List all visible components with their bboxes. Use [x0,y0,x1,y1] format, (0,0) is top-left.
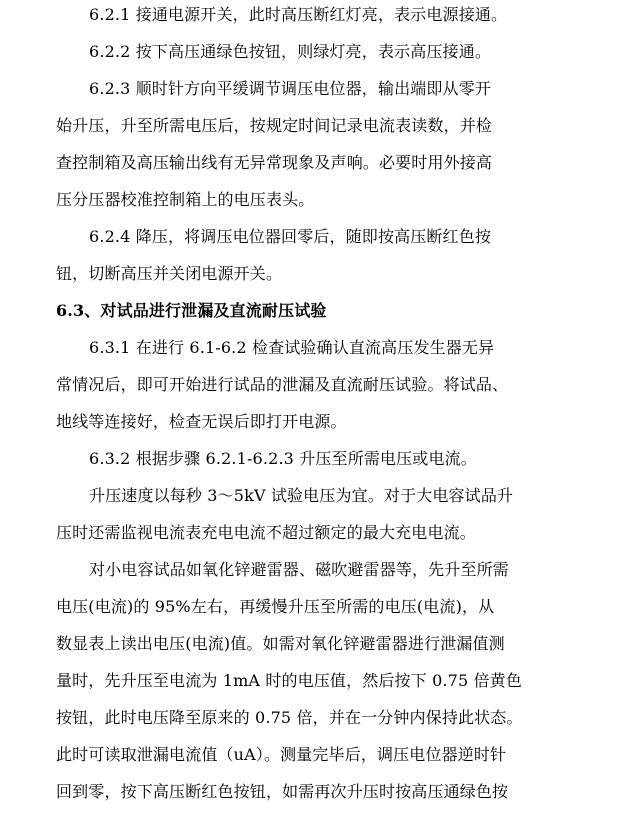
paragraph-line: 始升压，升至所需电压后，按规定时间记录电流表读数，并检 [56,116,493,135]
paragraph-line: 压分压器校准控制箱上的电压表头。 [56,190,315,209]
paragraph-line: 6.3.1 在进行 6.1-6.2 检查试验确认直流高压发生器无异 [89,338,495,357]
paragraph-line: 6.2.2 按下高压通绿色按钮，则绿灯亮，表示高压接通。 [89,42,491,61]
paragraph-line: 6.2.3 顺时针方向平缓调节调压电位器，输出端即从零开 [89,79,491,98]
paragraph-line: 回到零，按下高压断红色按钮，如需再次升压时按高压通绿色按 [56,782,509,801]
paragraph-line: 查控制箱及高压输出线有无异常现象及声响。必要时用外接高 [56,153,493,172]
paragraph-line: 此时可读取泄漏电流值（uA）。测量完毕后，调压电位器逆时针 [56,745,507,764]
paragraph-line: 钮，切断高压并关闭电源开关。 [56,264,283,283]
paragraph-line: 压时还需监视电流表充电电流不超过额定的最大充电电流。 [56,523,476,542]
paragraph-line: 地线等连接好，检查无误后即打开电源。 [56,412,347,431]
paragraph-line: 常情况后，即可开始进行试品的泄漏及直流耐压试验。将试品、 [56,375,509,394]
paragraph-line: 6.3.2 根据步骤 6.2.1-6.2.3 升压至所需电压或电流。 [89,449,477,468]
paragraph-line: 按钮，此时电压降至原来的 0.75 倍，并在一分钟内保持此状态。 [56,708,523,727]
section-heading: 6.3、对试品进行泄漏及直流耐压试验 [56,301,327,320]
paragraph-line: 数显表上读出电压(电流)值。如需对氧化锌避雷器进行泄漏值测 [56,634,505,653]
paragraph-line: 6.2.1 接通电源开关，此时高压断红灯亮，表示电源接通。 [89,5,508,24]
paragraph-line: 电压(电流)的 95%左右，再缓慢升压至所需的电压(电流)，从 [56,597,495,616]
paragraph-line: 对小电容试品如氧化锌避雷器、磁吹避雷器等，先升至所需 [89,560,509,579]
paragraph-line: 6.2.4 降压，将调压电位器回零后，随即按高压断红色按 [89,227,491,246]
paragraph-line: 量时，先升压至电流为 1mA 时的电压值，然后按下 0.75 倍黄色 [56,671,522,690]
paragraph-line: 升压速度以每秒 3～5kV 试验电压为宜。对于大电容试品升 [89,486,514,505]
